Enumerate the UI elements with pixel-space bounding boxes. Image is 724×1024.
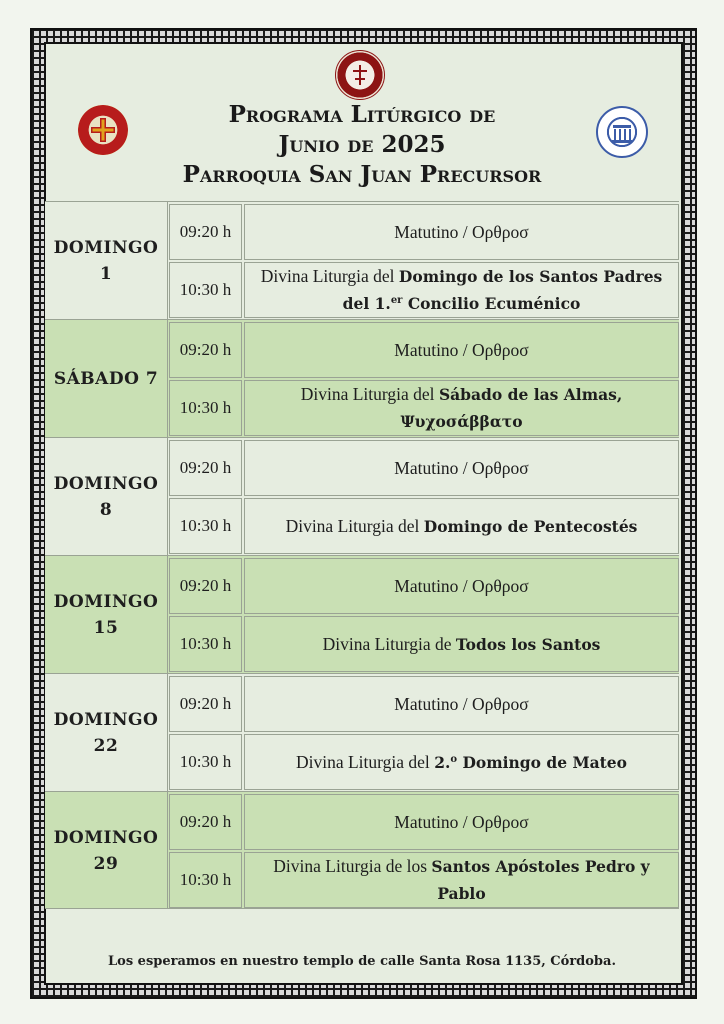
event-time: 09:20 h	[169, 204, 242, 260]
event-time: 09:20 h	[169, 558, 242, 614]
church-emblem-icon	[78, 105, 128, 155]
day-label: DOMINGO 29	[45, 792, 168, 909]
title-line-1: Programa Litúrgico de	[228, 101, 496, 128]
event-time: 09:20 h	[169, 322, 242, 378]
event-description: Divina Liturgia del Domingo de los Santos Padres del 1.$^{er}$ Concilio Ecuménico	[244, 262, 679, 318]
event-description: Divina Liturgia de los Santos Apóstoles Pedro y Pablo	[244, 852, 679, 908]
event-time: 10:30 h	[169, 852, 242, 908]
event-description: Matutino / Ορθροσ	[244, 794, 679, 850]
event-description: Matutino / Ορθροσ	[244, 676, 679, 732]
event-time: 09:20 h	[169, 794, 242, 850]
day-group	[45, 319, 679, 437]
schedule-table	[45, 201, 679, 911]
event-time: 10:30 h	[169, 616, 242, 672]
day-label: DOMINGO 1	[45, 202, 168, 319]
day-label: DOMINGO 15	[45, 556, 168, 673]
day-group	[45, 555, 679, 673]
event-description: Divina Liturgia de Todos los Santos	[244, 616, 679, 672]
day-group	[45, 201, 679, 319]
event-description: Matutino / Ορθροσ	[244, 204, 679, 260]
event-description: Divina Liturgia del Sábado de las Almas, Ψυχοσάββατο	[244, 380, 679, 436]
day-label: DOMINGO 22	[45, 674, 168, 791]
title-line-3: Parroquia San Juan Precursor	[182, 161, 542, 188]
event-time: 10:30 h	[169, 380, 242, 436]
footer-note: Los esperamos en nuestro templo de calle Santa Rosa 1135, Córdoba.	[108, 954, 616, 969]
event-description: Matutino / Ορθροσ	[244, 558, 679, 614]
event-description: Divina Liturgia del Domingo de Pentecostés	[244, 498, 679, 554]
title-line-2: Junio de 2025	[278, 131, 446, 158]
event-description: Divina Liturgia del 2.$^o$ Domingo de Mateo	[244, 734, 679, 790]
day-group	[45, 673, 679, 791]
event-time: 10:30 h	[169, 734, 242, 790]
event-description: Matutino / Ορθροσ	[244, 440, 679, 496]
event-time: 09:20 h	[169, 440, 242, 496]
table-bottom-rule	[45, 908, 679, 909]
day-group	[45, 791, 679, 909]
page-title	[150, 100, 574, 190]
day-label: DOMINGO 8	[45, 438, 168, 555]
event-time: 10:30 h	[169, 498, 242, 554]
event-time: 09:20 h	[169, 676, 242, 732]
hellenic-community-seal-icon	[596, 106, 648, 158]
event-description: Matutino / Ορθροσ	[244, 322, 679, 378]
day-label: SÁBADO 7	[45, 320, 168, 437]
day-group	[45, 437, 679, 555]
event-time: 10:30 h	[169, 262, 242, 318]
archdiocese-seal-icon	[335, 50, 385, 100]
